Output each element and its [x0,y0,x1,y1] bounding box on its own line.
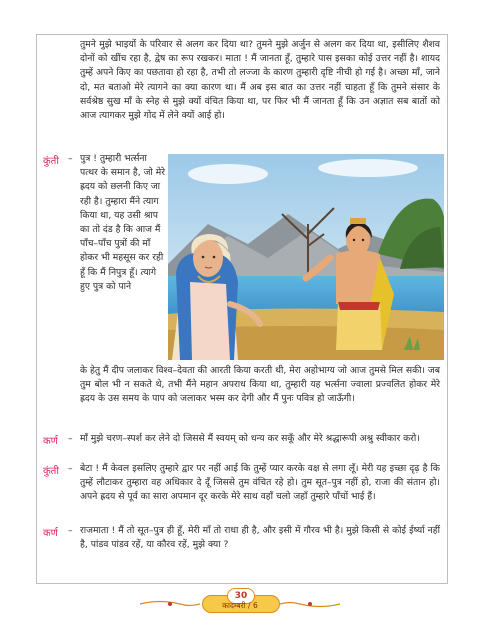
speaker-karna-2: कर्ण [43,528,58,539]
dash-4: – [68,525,73,536]
kunti-speech-1-wrapped: पुत्र ! तुम्हारी भर्त्सना पत्थर के समान है, जो मेरे ह्रदय को छलनी किए जा रही है। तुम्हारा मैंने त्याग किया था, यह उसी श्राप का तो दंड है कि आज मैं पाँच–पाँच पुत्रों की माँ होकर भी महसूस कर रही हूँ कि मैं निपुत्र हूँ। त्यागे हुए पुत्र को पाने [80,153,165,292]
speaker-kunti-2: कुंती [43,466,59,477]
karna-speech-1: माँ मुझे चरण–स्पर्श कर लेने दो जिससे मैं स्वयम् को धन्य कर सकूँ और मेरे श्रद्धारूपी अश्रु स्वीकार करो। [80,433,420,444]
karna-speech-2: राजमाता ! मैं तो सूत–पुत्र ही हूँ, मेरी माँ तो राधा ही है, और इसी में गौरव भी है। मुझे किसी से कोई ईर्ष्या नहीं है, पांडव पांडव रहें, या कौरव रहें, मुझे क्या ? [80,525,440,551]
dash-1: – [68,153,73,164]
speaker-kunti-1: कुंती [43,156,59,167]
intro-paragraph: तुमने मुझे भाइयों के परिवार से अलग कर दिया था? तुमने मुझे अर्जुन से अलग कर दिया था, इसीलिए शैशव दोनों को खींच रहा है, द्वेष का रूप रखकर। माता ! मैं जानता हूँ, तुम्हारे पास इसका कोई उत्तर नहीं है। शायद तुम्हें अपने किए का पछतावा हो रहा है, तभी तो लज्जा के कारण तुम्हारी दृष्टि नीची हो गई है। अच्छा माँ, जाने दो, मत बताओ मेरे त्यागने का क्या कारण था। मैं अब इस बात का उत्तर नहीं चाहता हूँ कि तुमने संसार के सर्वश्रेष्ठ सुख माँ के स्नेह से मुझे क्यों वंचित किया था, पर फिर भी मैं जानता हूँ कि उन अज्ञात सब बातों को आज त्यागकर मुझे गोद में लेने क्यों आई हो। [80,39,440,122]
book-label: कादम्बरी / 6 [222,601,258,610]
speaker-karna-1: कर्ण [43,436,58,447]
footer-ornament-right-icon [280,599,340,609]
dash-2: – [68,433,73,444]
kunti-speech-1-continuation: के हेतु मैं दीप जलाकर विश्व–देवता की आरती किया करती थी, मेरा अहोभाग्य जो आज तुमसे मिल सकी। जब तुम बोल भी न सकते थे, तभी मैंने महान अपराध किया था, तुम्हारी यह भर्त्सना ज्वाला प्रज्वलित होकर मेरे ह्रदय के उस समय के पाप को जलाकर भस्म कर देगी और मैं पुनः पवित्र हो जाऊँगी। [80,365,440,405]
page-number: 30 [227,588,255,604]
dash-3: – [68,463,73,474]
kunti-speech-2: बेटा ! मैं केवल इसलिए तुम्हारे द्वार पर नहीं आई कि तुम्हें प्यार करके वक्ष से लगा लूँ। मेरी यह इच्छा दृढ़ है कि तुम्हें लौटाकर तुम्हारा वह अधिकार दे दूँ जिससे तुम वंचित रहे हो। तुम सूत–पुत्र नहीं हो, राजा की संतान हो। अपने ह्रदय से पूर्व का सारा अपमान दूर करके मेरे साथ वहाँ चलो जहाँ तुम्हारे पाँचों भाई हैं। [80,463,440,503]
kunti-karna-illustration [168,154,444,360]
footer-ornament-left-icon [140,599,200,609]
